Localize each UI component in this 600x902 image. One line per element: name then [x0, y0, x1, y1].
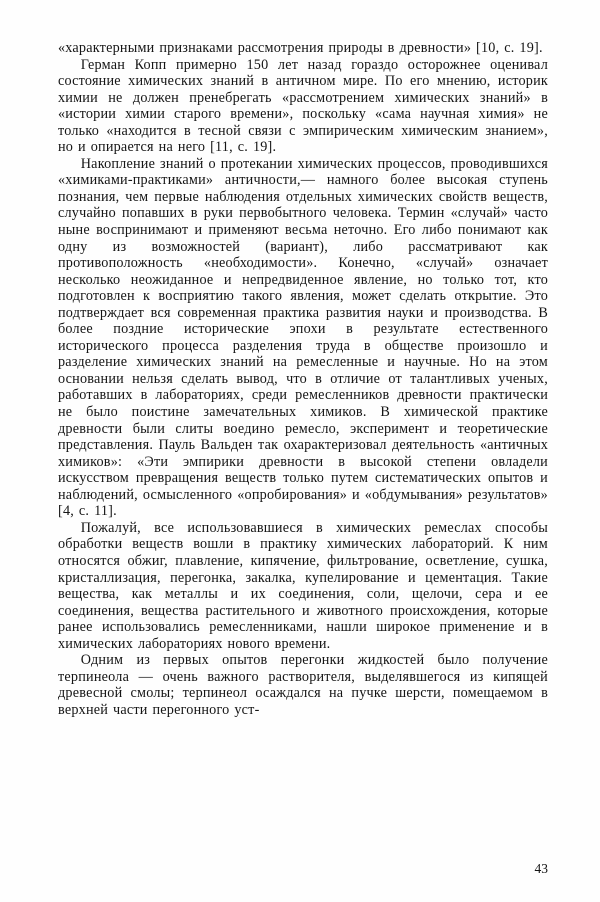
text-block	[58, 40, 548, 718]
page-number: 43	[534, 861, 548, 876]
paragraph-continuation: «характерными признаками рассмотрения природы в древности» [10, с. 19].	[58, 40, 543, 56]
paragraph: Пожалуй, все использовавшиеся в химических ремеслах способы обработки веществ вошли в практику химических лабораторий. К ним относятся обжиг, плавление, кипячение, фильтрование, осветление, сушка, кристаллизация, перегонка, закалка, купелирование и цементация. Такие вещества, как металлы и их соединения, соли, щелочи, сера и ее соединения, вещества растительного и животного происхождения, которые ранее использовались ремесленниками, нашли широкое применение и в химических лабораториях нового времени.	[58, 519, 548, 652]
paragraph: Накопление знаний о протекании химических процессов, проводившихся «химиками-практиками» античности,— намного более высокая ступень познания, чем первые наблюдения отдельных химических свойств веществ, случайно попавших в руки первобытного человека. Термин «случай» часто ныне воспринимают и применяют весьма неточно. Его либо понимают как одну из возможностей (вариант), либо рассматривают как противоположность «необходимости». Конечно, «случай» означает несколько неожиданное и непредвиденное явление, но только тот, кто подготовлен к восприятию такого явления, может сделать открытие. Это подтверждает вся современная практика развития науки и производства. В более поздние исторические эпохи в результате естественного исторического процесса разделения труда в обществе произошло и разделение химических знаний на ремесленные и научные. Но на этом основании нельзя сделать вывод, что в отличие от талантливых ученых, работавших в лабораториях, среди ремесленников древности практически не было поистине замечательных химиков. В химической практике древности были слиты воедино ремесло, эксперимент и теоретические представления. Пауль Вальден так охарактеризовал деятельность «античных химиков»: «Эти эмпирики древности в высокой степени овладели искусством превращения веществ только путем систематических опытов и наблюдений, осмысленного «опробирования» и «обдумывания» результатов» [4, с. 11].	[58, 155, 548, 520]
paragraph: Одним из первых опытов перегонки жидкостей было получение терпинеола — очень важного растворителя, выделявшегося из кипящей древесной смолы; терпинеол осаждался на пучке шерсти, помещаемом в верхней части перегонного уст-	[58, 652, 548, 718]
paragraph: Герман Копп примерно 150 лет назад гораздо осторожнее оценивал состояние химических знаний в античном мире. По его мнению, историк химии не должен пренебрегать «рассмотрением химических знаний» в «истории химии старого времени», поскольку «сама научная химия» не только «находится в тесной связи с эмпирическим химическим знанием», но и опирается на него [11, с. 19].	[58, 56, 548, 156]
